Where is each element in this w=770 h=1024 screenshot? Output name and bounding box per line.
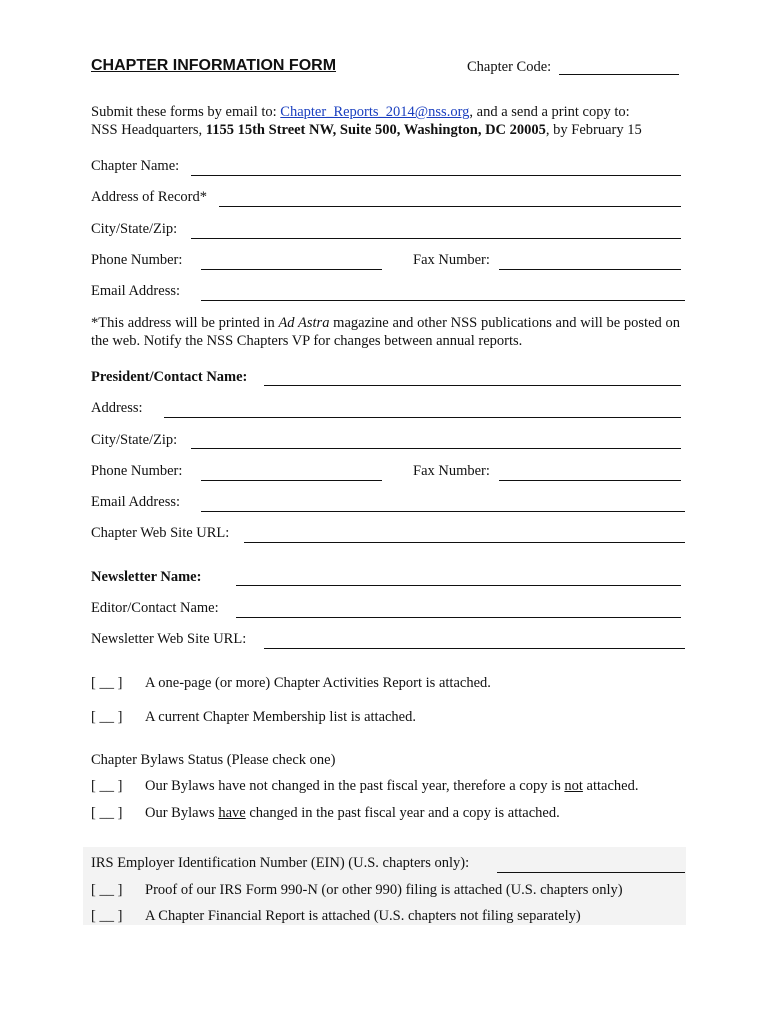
chapter-website-field[interactable]: [244, 542, 685, 543]
bylaws-changed-text: Our Bylaws: [145, 805, 219, 821]
chapter-phone-label: Phone Number:: [91, 252, 183, 268]
hq-label: NSS Headquarters,: [91, 122, 206, 138]
hq-address: 1155 15th Street NW, Suite 500, Washington, DC 20005: [205, 122, 546, 138]
president-address-field[interactable]: [164, 417, 681, 418]
president-fax-label: Fax Number:: [413, 463, 490, 479]
financial-report-label: A Chapter Financial Report is attached (U.S. chapters not filing separately): [145, 908, 581, 924]
president-email-field[interactable]: [201, 511, 685, 512]
note-suffix: magazine and other NSS publications and will be posted on the web. Notify the NSS Chapters VP for changes between annual reports.: [91, 315, 680, 349]
president-fax-field[interactable]: [499, 480, 681, 481]
ein-field[interactable]: [497, 872, 685, 873]
chapter-city-field[interactable]: [191, 238, 681, 239]
submit-line-1: [91, 104, 630, 121]
chapter-email-label: Email Address:: [91, 283, 181, 299]
address-of-record-label: Address of Record*: [91, 189, 207, 205]
chapter-email-field[interactable]: [201, 300, 685, 301]
membership-list-label: A current Chapter Membership list is attached.: [145, 709, 416, 725]
chapter-name-field[interactable]: [191, 175, 681, 176]
submit-text-suffix: , and a send a print copy to:: [469, 104, 630, 120]
bylaws-heading: Chapter Bylaws Status (Please check one): [91, 752, 336, 768]
bylaws-unchanged-text: Our Bylaws have not changed in the past fiscal year, therefore a copy is: [145, 778, 565, 794]
chapter-code-label: Chapter Code:: [467, 59, 552, 75]
form-title: CHAPTER INFORMATION FORM: [91, 57, 337, 74]
financial-report-checkbox[interactable]: [ __ ]: [91, 908, 123, 924]
president-email-label: Email Address:: [91, 494, 181, 510]
editor-contact-label: Editor/Contact Name:: [91, 600, 219, 616]
president-address-label: Address:: [91, 400, 143, 416]
newsletter-website-label: Newsletter Web Site URL:: [91, 631, 247, 647]
chapter-fax-label: Fax Number:: [413, 252, 490, 268]
ein-label: IRS Employer Identification Number (EIN) (U.S. chapters only):: [91, 855, 470, 871]
president-city-field[interactable]: [191, 448, 681, 449]
bylaws-changed-emph: have: [218, 805, 246, 821]
bylaws-unchanged-label: [145, 778, 638, 795]
president-name-label: President/Contact Name:: [91, 369, 248, 385]
bylaws-unchanged-checkbox[interactable]: [ __ ]: [91, 778, 123, 794]
bylaws-changed-label: [145, 805, 560, 822]
irs-990-checkbox[interactable]: [ __ ]: [91, 882, 123, 898]
activities-report-checkbox[interactable]: [ __ ]: [91, 675, 123, 691]
chapter-city-label: City/State/Zip:: [91, 221, 178, 237]
note-prefix: *This address will be printed in: [91, 315, 279, 331]
bylaws-unchanged-emph: not: [564, 778, 583, 794]
deadline-text: , by February 15: [545, 122, 642, 138]
chapter-phone-field[interactable]: [201, 269, 382, 270]
membership-list-checkbox[interactable]: [ __ ]: [91, 709, 123, 725]
newsletter-website-field[interactable]: [264, 648, 685, 649]
bylaws-unchanged-suffix: attached.: [582, 778, 639, 794]
president-city-label: City/State/Zip:: [91, 432, 178, 448]
bylaws-changed-checkbox[interactable]: [ __ ]: [91, 805, 123, 821]
irs-990-label: Proof of our IRS Form 990-N (or other 990) filing is attached (U.S. chapters only): [145, 882, 623, 898]
chapter-fax-field[interactable]: [499, 269, 681, 270]
bylaws-changed-suffix: changed in the past fiscal year and a copy is attached.: [245, 805, 560, 821]
newsletter-name-field[interactable]: [236, 585, 681, 586]
newsletter-name-label: Newsletter Name:: [91, 569, 202, 585]
president-name-field[interactable]: [264, 385, 681, 386]
submit-line-2: [91, 122, 642, 139]
chapter-code-field[interactable]: [559, 74, 679, 75]
editor-contact-field[interactable]: [236, 617, 681, 618]
address-of-record-field[interactable]: [219, 206, 681, 207]
activities-report-label: A one-page (or more) Chapter Activities Report is attached.: [145, 675, 491, 691]
president-phone-label: Phone Number:: [91, 463, 183, 479]
chapter-name-label: Chapter Name:: [91, 158, 180, 174]
submit-text: Submit these forms by email to:: [91, 104, 281, 120]
publication-name: Ad Astra: [278, 315, 330, 331]
email-link[interactable]: Chapter_Reports_2014@nss.org: [280, 104, 470, 120]
president-phone-field[interactable]: [201, 480, 382, 481]
chapter-website-label: Chapter Web Site URL:: [91, 525, 230, 541]
address-note: [91, 314, 680, 350]
